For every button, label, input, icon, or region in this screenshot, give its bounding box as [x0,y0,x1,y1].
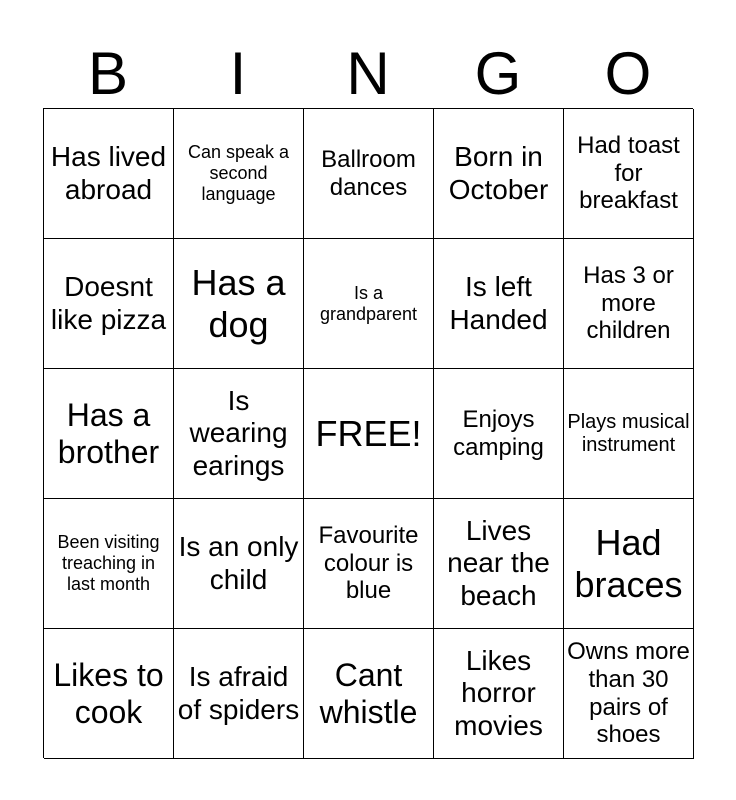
bingo-cell[interactable] [304,109,434,239]
bingo-cell[interactable] [564,239,694,369]
bingo-cell[interactable] [434,629,564,759]
bingo-cell[interactable] [564,369,694,499]
bingo-cell-text: Is left Handed [449,271,548,335]
bingo-cell-text: Likes to cook [53,656,164,730]
bingo-cell[interactable] [44,629,174,759]
header-letter-n: N [346,40,390,107]
bingo-cell-text: Likes horror movies [454,645,543,741]
bingo-cell-text: Has a dog [191,262,286,345]
bingo-cell[interactable] [434,109,564,239]
bingo-cell[interactable] [564,109,694,239]
bingo-cell[interactable] [44,239,174,369]
bingo-cell[interactable] [44,109,174,239]
header-letter-i: I [229,40,247,107]
bingo-cell[interactable] [434,499,564,629]
bingo-cell[interactable] [304,499,434,629]
bingo-cell-text: Has a brother [57,396,160,470]
bingo-cell-text: Can speak a second language [187,142,290,204]
bingo-cell-text: Enjoys camping [453,405,544,461]
bingo-cell[interactable] [44,369,174,499]
bingo-cell-text: Is an only child [178,531,299,595]
bingo-cell-text: Had braces [574,522,683,605]
bingo-cell-text: Is a grandparent [319,282,418,324]
bingo-cell[interactable] [564,629,694,759]
bingo-cell-text: Had toast for breakfast [577,132,680,215]
bingo-cell[interactable] [174,239,304,369]
bingo-cell-text: Been visiting treaching in last month [57,532,160,594]
header-letter-o: O [604,40,652,107]
bingo-cell[interactable] [174,369,304,499]
bingo-cell[interactable] [174,499,304,629]
bingo-cell-text: Is wearing earings [189,385,288,481]
bingo-cell[interactable] [434,369,564,499]
bingo-cell-text: Favourite colour is blue [318,522,419,605]
bingo-cell-text: Lives near the beach [447,515,550,611]
header-letter-g: G [474,40,522,107]
bingo-board [43,108,693,758]
bingo-header [43,40,693,108]
bingo-cell-text: Is afraid of spiders [177,661,300,725]
bingo-cell-text: Doesnt like pizza [50,271,167,335]
bingo-cell[interactable] [174,629,304,759]
bingo-cell-text: Ballroom dances [321,145,416,201]
bingo-cell-text: Cant whistle [319,656,418,730]
header-letter-b: B [87,40,129,107]
bingo-cell-text: Has lived abroad [50,141,167,205]
bingo-cell[interactable] [564,499,694,629]
bingo-cell[interactable] [434,239,564,369]
bingo-cell[interactable] [174,109,304,239]
free-space-text: FREE! [315,412,422,454]
bingo-cell-text: Owns more than 30 pairs of shoes [567,638,690,749]
bingo-cell[interactable] [304,239,434,369]
bingo-cell[interactable] [304,629,434,759]
bingo-cell-text: Has 3 or more children [583,262,674,345]
bingo-cell[interactable] [44,499,174,629]
free-space[interactable] [304,369,434,499]
bingo-cell-text: Born in October [448,141,549,205]
bingo-cell-text: Plays musical instrument [567,410,690,456]
